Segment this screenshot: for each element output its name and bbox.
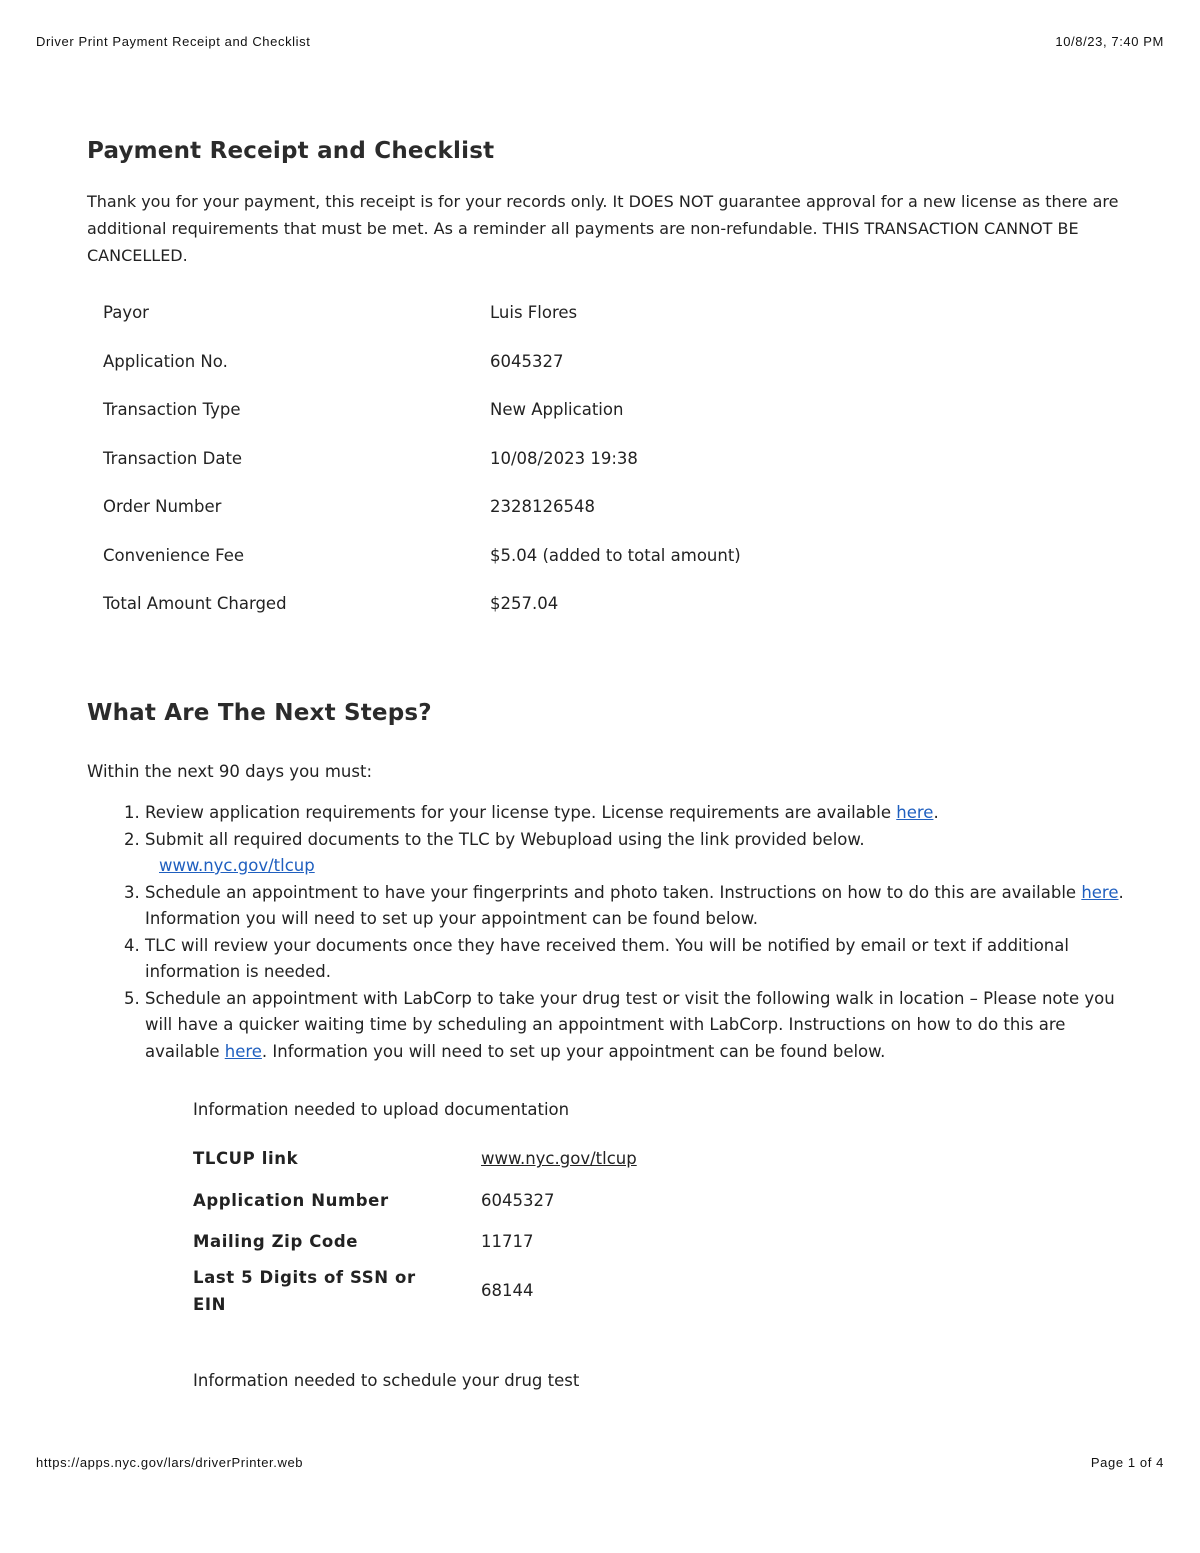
upload-value: 11717 [481,1232,534,1252]
page-content [87,138,1147,1390]
receipt-value: New Application [490,400,624,419]
page-title: Payment Receipt and Checklist [87,138,495,164]
step-item [145,986,1145,1066]
receipt-row-payor [103,303,1147,352]
step-text: Schedule an appointment to have your fingerprints and photo taken. Instructions on how to do this are available [145,882,1082,902]
upload-label: Last 5 Digits of SSN or EIN [193,1267,416,1314]
next-steps-intro: Within the next 90 days you must: [87,762,373,781]
step-item [145,827,1145,880]
receipt-value: $5.04 (added to total amount) [490,545,741,565]
next-steps-title: What Are The Next Steps? [87,700,432,726]
receipt-label: Transaction Type [103,400,241,419]
receipt-row-order-number [103,497,1147,546]
receipt-value: 6045327 [490,351,564,371]
print-header-datetime: 10/8/23, 7:40 PM [1055,34,1164,49]
next-steps-list [87,800,1145,1065]
receipt-table [103,303,1147,643]
receipt-value: 10/08/2023 19:38 [490,448,638,468]
receipt-row-convenience-fee [103,546,1147,595]
receipt-row-total-amount [103,594,1147,643]
upload-row-zip-code [193,1221,637,1263]
upload-row-ssn-ein [193,1263,637,1319]
receipt-label: Total Amount Charged [103,594,287,613]
print-header-title: Driver Print Payment Receipt and Checklist [36,34,311,49]
receipt-row-transaction-type [103,400,1147,449]
print-header [36,34,1164,49]
receipt-label: Application No. [103,351,228,371]
upload-label: Mailing Zip Code [193,1232,359,1252]
step-item [145,800,1145,827]
page-number: Page 1 of 4 [1090,1455,1164,1470]
step-item [145,880,1145,933]
step-text: Schedule an appointment with LabCorp to take your drug test or visit the following walk in location – Please note you will have a quicker waiting time by scheduling an appointment with LabCorp. Instructions on how to do this are available [145,988,1115,1061]
step-item [145,933,1145,986]
upload-row-tlcup-link [193,1138,637,1180]
receipt-label: Payor [103,303,149,322]
step-text: . Information you will need to set up your appointment can be found below. [261,1041,886,1061]
tlcup-link-value[interactable]: www.nyc.gov/tlcup [481,1149,637,1169]
upload-value: 68144 [481,1281,534,1300]
receipt-row-application-no [103,352,1147,401]
drug-test-info-title: Information needed to schedule your drug test [193,1371,580,1390]
step-text: Submit all required documents to the TLC by Webupload using the link provided below. [145,829,865,849]
requirements-link[interactable]: here [896,803,934,822]
receipt-label: Order Number [103,497,222,516]
tlcup-link[interactable]: www.nyc.gov/tlcup [159,856,315,875]
receipt-label: Convenience Fee [103,545,244,565]
receipt-value: Luis Flores [490,303,578,322]
upload-info-table [193,1138,637,1319]
step-text: Review application requirements for your license type. License requirements are available [145,803,897,822]
receipt-value: 2328126548 [490,497,595,516]
print-footer [36,1455,1164,1470]
receipt-label: Transaction Date [103,448,243,468]
drug-test-instructions-link[interactable]: here [224,1041,262,1061]
upload-label: TLCUP link [193,1149,299,1169]
step-text: . Information you will need to set up your appointment can be found below. [145,882,1124,928]
fingerprint-instructions-link[interactable]: here [1081,882,1119,902]
print-footer-url: https://apps.nyc.gov/lars/driverPrinter.web [36,1455,304,1470]
step-text: . [933,803,939,822]
upload-row-application-number [193,1180,637,1222]
receipt-row-transaction-date [103,449,1147,498]
upload-label: Application Number [193,1190,389,1210]
upload-info-title: Information needed to upload documentation [193,1100,570,1119]
upload-value: 6045327 [481,1190,555,1210]
receipt-value: $257.04 [490,594,559,613]
receipt-intro: Thank you for your payment, this receipt is for your records only. It DOES NOT guarantee approval for a new license as there are additional requirements that must be met. As a reminder all payments are non-refundable. THIS TRANSACTION CANNOT BE CANCELLED. [87,192,1119,265]
step-text: TLC will review your documents once they have received them. You will be notified by email or text if additional information is needed. [145,935,1069,981]
